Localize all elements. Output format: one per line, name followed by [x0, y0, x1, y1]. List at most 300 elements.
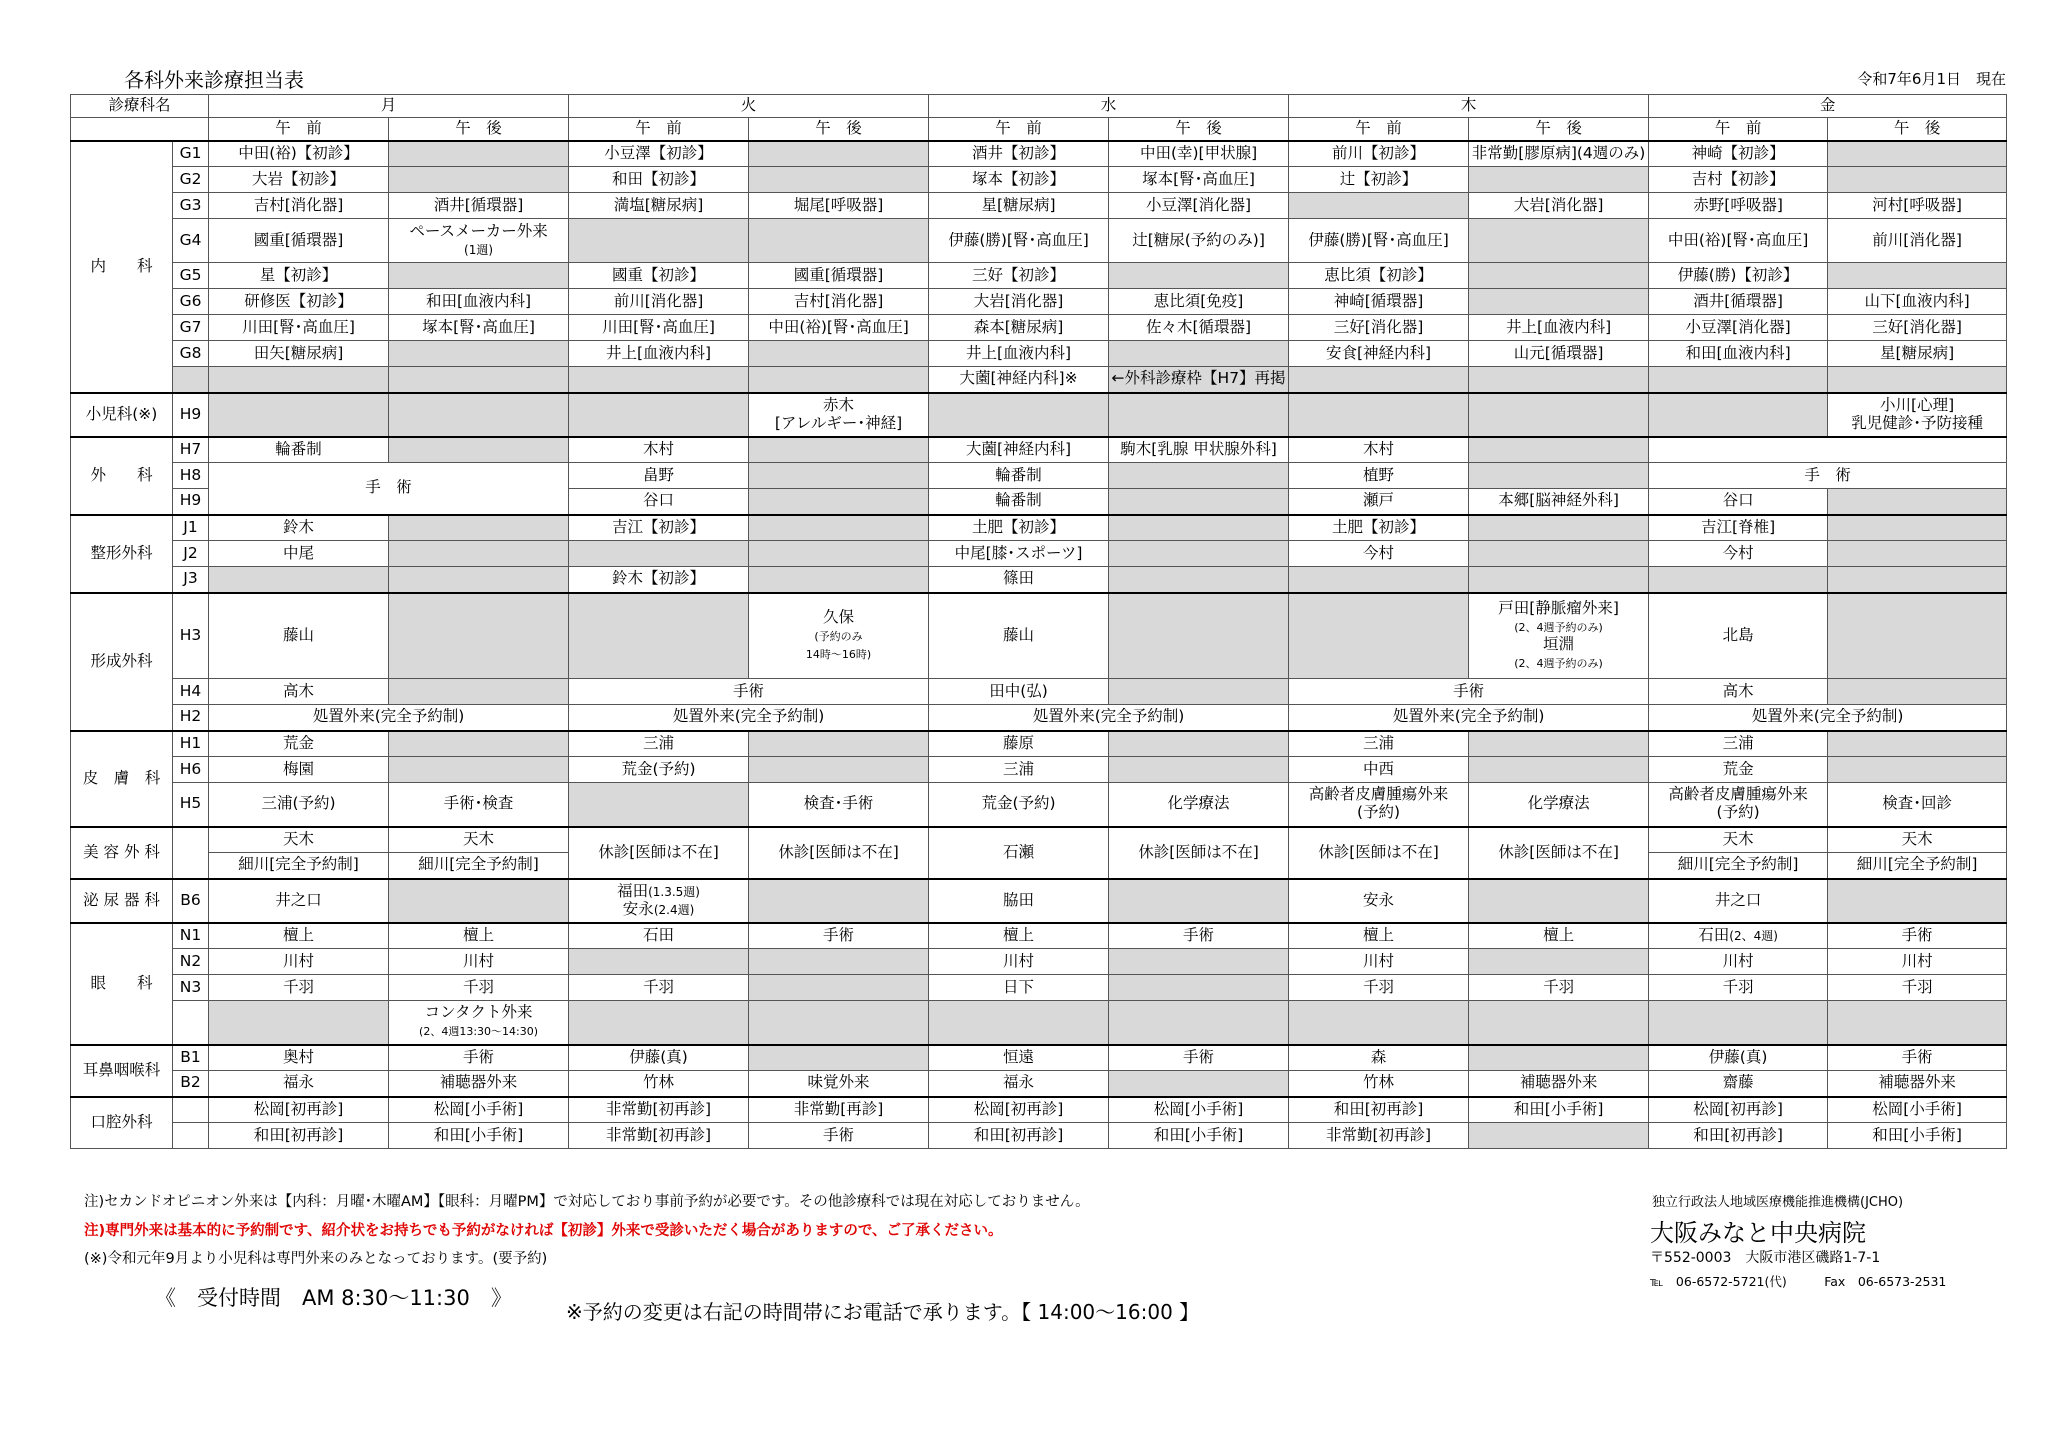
schedule-cell: 和田[小手術]: [1469, 1097, 1649, 1123]
cell-text: 赤木: [823, 395, 855, 414]
schedule-cell: [749, 219, 929, 263]
dept-name: 泌 尿 器 科: [71, 879, 173, 923]
schedule-cell: [569, 949, 749, 975]
schedule-cell: [749, 367, 929, 393]
schedule-cell: [1109, 515, 1289, 541]
schedule-cell: [1828, 515, 2007, 541]
schedule-cell: [1828, 731, 2007, 757]
schedule-cell: 三浦(予約): [209, 783, 389, 827]
schedule-cell: 福永: [929, 1071, 1109, 1097]
day-header: 月: [209, 95, 569, 118]
schedule-cell: 辻[糖尿(予約のみ)]: [1109, 219, 1289, 263]
schedule-cell: 川村: [1289, 949, 1469, 975]
schedule-cell: [749, 393, 929, 437]
schedule-cell: 檀上: [1289, 923, 1469, 949]
schedule-cell: 処置外来(完全予約制): [209, 705, 569, 731]
cell-text: (1.3.5週): [648, 884, 700, 899]
schedule-cell: 荒金(予約): [569, 757, 749, 783]
cell-text: [アレルギー･神経]: [774, 413, 903, 432]
effective-date: 令和7年6月1日 現在: [1857, 70, 2006, 88]
schedule-cell: 和田[血液内科]: [389, 289, 569, 315]
schedule-cell: 小豆澤【初診】: [569, 141, 749, 167]
am-header: 午 前: [1649, 118, 1828, 141]
schedule-cell: [1109, 949, 1289, 975]
schedule-cell: 処置外来(完全予約制): [1289, 705, 1649, 731]
schedule-cell: 非常勤[初再診]: [569, 1123, 749, 1149]
row-code: H7: [173, 437, 209, 463]
schedule-cell: 和田[初再診]: [209, 1123, 389, 1149]
schedule-cell: 満塩[糖尿病]: [569, 193, 749, 219]
row-code: G7: [173, 315, 209, 341]
schedule-cell: 松岡[初再診]: [929, 1097, 1109, 1123]
schedule-cell: [749, 515, 929, 541]
row-code: H3: [173, 593, 209, 679]
table-row: [71, 757, 2007, 783]
schedule-cell: [749, 141, 929, 167]
schedule-cell: [389, 393, 569, 437]
row-code: G3: [173, 193, 209, 219]
schedule-cell: 國重【初診】: [569, 263, 749, 289]
schedule-cell: 神崎【初診】: [1649, 141, 1828, 167]
schedule-cell: 手術: [749, 923, 929, 949]
cell-text: (2、4週): [1729, 928, 1778, 943]
schedule-cell: 小豆澤[消化器]: [1109, 193, 1289, 219]
schedule-cell: [1109, 757, 1289, 783]
schedule-cell: [1469, 1123, 1649, 1149]
schedule-cell: 脇田: [929, 879, 1109, 923]
schedule-cell: 谷口: [569, 489, 749, 515]
cell-text: 垣淵: [1543, 634, 1575, 653]
schedule-cell: 鈴木: [209, 515, 389, 541]
schedule-cell: 三浦: [929, 757, 1109, 783]
row-code: G2: [173, 167, 209, 193]
hospital-name: 大阪みなと中央病院: [1650, 1219, 1866, 1247]
schedule-cell: 井之口: [1649, 879, 1828, 923]
schedule-cell: 休診[医師は不在]: [749, 827, 929, 879]
table-row: [71, 783, 2007, 827]
cell-text: (2、4週予約のみ): [1514, 656, 1603, 670]
cell-text: 安永: [622, 899, 654, 918]
schedule-cell: 手術: [749, 1123, 929, 1149]
table-row: [71, 949, 2007, 975]
table-row: [71, 1097, 2007, 1123]
schedule-cell: [389, 679, 569, 705]
schedule-cell: [569, 367, 749, 393]
dept-name: 外 科: [71, 437, 173, 515]
table-row: [71, 1001, 2007, 1045]
schedule-cell: 前川[消化器]: [1828, 219, 2007, 263]
dept-name: 内 科: [71, 141, 173, 393]
dept-name: 耳鼻咽喉科: [71, 1045, 173, 1097]
schedule-cell: [569, 1001, 749, 1045]
schedule-cell: [749, 949, 929, 975]
schedule-cell: 川村: [929, 949, 1109, 975]
schedule-cell: [1289, 367, 1469, 393]
schedule-cell: 井上[血液内科]: [569, 341, 749, 367]
schedule-cell: 安食[神経内科]: [1289, 341, 1469, 367]
schedule-cell: 田矢[糖尿病]: [209, 341, 389, 367]
schedule-cell: [1649, 437, 2007, 463]
day-header: 金: [1649, 95, 2007, 118]
schedule-cell: [1289, 193, 1469, 219]
schedule-cell: 荒金(予約): [929, 783, 1109, 827]
schedule-cell: 北島: [1649, 593, 1828, 679]
schedule-cell: 塚本[腎･高血圧]: [1109, 167, 1289, 193]
schedule-cell: 補聴器外来: [389, 1071, 569, 1097]
schedule-cell: 吉江[脊椎]: [1649, 515, 1828, 541]
schedule-cell: [929, 1001, 1109, 1045]
schedule-cell: 今村: [1649, 541, 1828, 567]
table-row: [71, 367, 2007, 393]
dept-name: 整形外科: [71, 515, 173, 593]
schedule-cell: 畠野: [569, 463, 749, 489]
schedule-cell: [1469, 289, 1649, 315]
schedule-cell: [1828, 541, 2007, 567]
schedule-cell: 檀上: [389, 923, 569, 949]
schedule-cell: 中西: [1289, 757, 1469, 783]
cell-text: 高齢者皮膚腫瘍外来: [1668, 785, 1808, 804]
schedule-cell: 梅園: [209, 757, 389, 783]
schedule-cell: [1828, 757, 2007, 783]
schedule-cell: [389, 341, 569, 367]
schedule-cell: 前川【初診】: [1289, 141, 1469, 167]
schedule-cell: 藤原: [929, 731, 1109, 757]
schedule-cell: [749, 879, 929, 923]
schedule-cell: [569, 593, 749, 679]
schedule-cell: 國重[循環器]: [209, 219, 389, 263]
cell-text: 乳児健診･予防接種: [1851, 413, 1983, 432]
schedule-cell: 中尾[膝･スポーツ]: [929, 541, 1109, 567]
schedule-cell: 非常勤[再診]: [749, 1097, 929, 1123]
cell-text: (予約のみ: [814, 629, 863, 643]
surgery-cell: 手 術: [1649, 463, 2007, 489]
schedule-cell: 非常勤[初再診]: [1289, 1123, 1469, 1149]
cell-text: 高齢者皮膚腫瘍外来: [1308, 785, 1449, 804]
schedule-cell: 三浦: [1649, 731, 1828, 757]
schedule-table: [70, 94, 2007, 1149]
schedule-cell: [389, 219, 569, 263]
row-code: G8: [173, 341, 209, 367]
schedule-cell: 非常勤[初再診]: [569, 1097, 749, 1123]
schedule-cell: [389, 731, 569, 757]
table-row: [71, 315, 2007, 341]
schedule-cell: 三浦: [1289, 731, 1469, 757]
schedule-cell: 天木: [209, 827, 389, 853]
row-code: G6: [173, 289, 209, 315]
am-header: 午 前: [1289, 118, 1469, 141]
schedule-cell: [929, 393, 1109, 437]
schedule-cell: 川村: [1828, 949, 2007, 975]
schedule-cell: 荒金: [209, 731, 389, 757]
dept-header: 診療科名: [71, 95, 209, 118]
table-row: [71, 393, 2007, 437]
schedule-cell: 千羽: [209, 975, 389, 1001]
schedule-cell: 伊藤(真): [569, 1045, 749, 1071]
table-row: [71, 437, 2007, 463]
schedule-cell: 檀上: [209, 923, 389, 949]
schedule-cell: 細川[完全予約制]: [1649, 853, 1828, 879]
schedule-cell: 土肥【初診】: [929, 515, 1109, 541]
schedule-cell: [1109, 731, 1289, 757]
pm-header: 午 後: [1828, 118, 2007, 141]
schedule-cell: 手術: [389, 1045, 569, 1071]
schedule-cell: 松岡[初再診]: [209, 1097, 389, 1123]
schedule-cell: 高木: [1649, 679, 1828, 705]
schedule-cell: 和田【初診】: [569, 167, 749, 193]
schedule-cell: [389, 593, 569, 679]
schedule-cell: 恵比須[免疫]: [1109, 289, 1289, 315]
schedule-cell: [389, 367, 569, 393]
schedule-cell: [389, 167, 569, 193]
schedule-cell: 塚本[腎･高血圧]: [389, 315, 569, 341]
schedule-cell: 奥村: [209, 1045, 389, 1071]
schedule-cell: [749, 437, 929, 463]
schedule-cell: [1469, 219, 1649, 263]
day-header: 水: [929, 95, 1289, 118]
schedule-cell: [1828, 393, 2007, 437]
schedule-cell: 千羽: [389, 975, 569, 1001]
cell-text: (2.4週): [653, 902, 695, 917]
schedule-cell: 今村: [1289, 541, 1469, 567]
row-code: H8: [173, 463, 209, 489]
day-header: 火: [569, 95, 929, 118]
schedule-cell: 化学療法: [1109, 783, 1289, 827]
row-code: G4: [173, 219, 209, 263]
schedule-cell: [1109, 879, 1289, 923]
am-header: 午 前: [209, 118, 389, 141]
schedule-cell: [1828, 167, 2007, 193]
schedule-cell: 手術･検査: [389, 783, 569, 827]
dept-name: 口腔外科: [71, 1097, 173, 1149]
schedule-cell: [749, 489, 929, 515]
row-code: H1: [173, 731, 209, 757]
schedule-cell: [1828, 141, 2007, 167]
schedule-cell: 千羽: [569, 975, 749, 1001]
schedule-cell: [1469, 757, 1649, 783]
surgery-cell: 手 術: [209, 463, 569, 515]
table-row: [71, 219, 2007, 263]
schedule-cell: [1649, 1001, 1828, 1045]
table-row: [71, 679, 2007, 705]
schedule-cell: [1828, 1001, 2007, 1045]
schedule-cell: [749, 593, 929, 679]
schedule-cell: [1469, 731, 1649, 757]
schedule-cell: 神崎[循環器]: [1289, 289, 1469, 315]
cell-text: 石田: [1698, 925, 1730, 944]
schedule-cell: 星[糖尿病]: [929, 193, 1109, 219]
schedule-cell: 手術: [569, 679, 929, 705]
schedule-cell: 手術: [1828, 1045, 2007, 1071]
row-code: N3: [173, 975, 209, 1001]
schedule-cell: 土肥【初診】: [1289, 515, 1469, 541]
cell-text: (2、4週予約のみ): [1514, 620, 1603, 634]
schedule-cell: [389, 879, 569, 923]
schedule-cell: [1828, 263, 2007, 289]
schedule-cell: 酒井[循環器]: [1649, 289, 1828, 315]
schedule-cell: 千羽: [1289, 975, 1469, 1001]
schedule-cell: [1828, 679, 2007, 705]
schedule-cell: 本郷[脳神経外科]: [1469, 489, 1649, 515]
schedule-cell: [1649, 923, 1828, 949]
schedule-cell: 味覚外来: [749, 1071, 929, 1097]
table-row: [71, 1071, 2007, 1097]
table-row: [71, 705, 2007, 731]
schedule-cell: 千羽: [1828, 975, 2007, 1001]
schedule-cell: 天木: [1828, 827, 2007, 853]
schedule-cell: 川村: [1649, 949, 1828, 975]
table-row: [71, 263, 2007, 289]
schedule-cell: 川田[腎･高血圧]: [569, 315, 749, 341]
schedule-cell: 瀬戸: [1289, 489, 1469, 515]
schedule-cell: 休診[医師は不在]: [1289, 827, 1469, 879]
cell-text: 14時～16時): [805, 647, 872, 661]
row-code: J1: [173, 515, 209, 541]
schedule-cell: 研修医【初診】: [209, 289, 389, 315]
schedule-cell: [1828, 593, 2007, 679]
schedule-cell: [1469, 1045, 1649, 1071]
schedule-cell: 恵比須【初診】: [1289, 263, 1469, 289]
row-code: N2: [173, 949, 209, 975]
schedule-cell: 検査･手術: [749, 783, 929, 827]
schedule-cell: 非常勤[膠原病](4週のみ): [1469, 141, 1649, 167]
schedule-cell: 伊藤(勝)[腎･高血圧]: [1289, 219, 1469, 263]
table-row: [71, 593, 2007, 679]
schedule-cell: 休診[医師は不在]: [1109, 827, 1289, 879]
schedule-cell: [1289, 393, 1469, 437]
schedule-cell: [1469, 393, 1649, 437]
schedule-cell: [389, 141, 569, 167]
schedule-cell: [1469, 949, 1649, 975]
schedule-cell: 恒遠: [929, 1045, 1109, 1071]
schedule-cell: 森本[糖尿病]: [929, 315, 1109, 341]
schedule-cell: [389, 541, 569, 567]
table-row: [71, 341, 2007, 367]
schedule-cell: 検査･回診: [1828, 783, 2007, 827]
table-row: [71, 1045, 2007, 1071]
schedule-cell: 吉村[消化器]: [209, 193, 389, 219]
schedule-cell: 大薗[神経内科]※: [929, 367, 1109, 393]
schedule-cell: 和田[小手術]: [1109, 1123, 1289, 1149]
note-second-opinion: 注)セカンドオピニオン外来は【内科：月曜･木曜AM】【眼科：月曜PM】で対応しており事前予約が必要です。その他診療科では現在対応しておりません。: [84, 1194, 1090, 1210]
schedule-cell: 井上[血液内科]: [929, 341, 1109, 367]
reception-hours: 《 受付時間 AM 8:30～11:30 》: [155, 1286, 512, 1310]
schedule-cell: 天木: [1649, 827, 1828, 853]
table-row: [71, 879, 2007, 923]
row-code: B1: [173, 1045, 209, 1071]
schedule-cell: [209, 367, 389, 393]
dept-name: 美 容 外 科: [71, 827, 173, 879]
schedule-cell: 藤山: [929, 593, 1109, 679]
schedule-cell: 川村: [389, 949, 569, 975]
schedule-cell: [1649, 567, 1828, 593]
schedule-cell: 日下: [929, 975, 1109, 1001]
dept-name: 形成外科: [71, 593, 173, 731]
cell-text: (予約): [1357, 803, 1401, 822]
schedule-cell: 檀上: [1469, 923, 1649, 949]
schedule-cell: 吉村【初診】: [1649, 167, 1828, 193]
schedule-cell: 輪番制: [209, 437, 389, 463]
row-code: [173, 1097, 209, 1123]
schedule-cell: 処置外来(完全予約制): [569, 705, 929, 731]
am-header: 午 前: [569, 118, 749, 141]
row-code: H4: [173, 679, 209, 705]
row-code: [173, 1123, 209, 1149]
schedule-cell: [1469, 167, 1649, 193]
schedule-cell: 赤野[呼吸器]: [1649, 193, 1828, 219]
schedule-cell: 星[糖尿病]: [1828, 341, 2007, 367]
schedule-cell: 和田[初再診]: [1289, 1097, 1469, 1123]
pm-header: 午 後: [749, 118, 929, 141]
schedule-cell: 中田(裕)[腎･高血圧]: [749, 315, 929, 341]
schedule-cell: 山元[循環器]: [1469, 341, 1649, 367]
schedule-cell: [1469, 593, 1649, 679]
row-code: N1: [173, 923, 209, 949]
schedule-cell: [749, 757, 929, 783]
page-title: 各科外来診療担当表: [124, 68, 304, 92]
row-code: H2: [173, 705, 209, 731]
schedule-cell: 川村: [209, 949, 389, 975]
schedule-cell: [389, 757, 569, 783]
schedule-cell: 篠田: [929, 567, 1109, 593]
schedule-cell: 國重[循環器]: [749, 263, 929, 289]
row-code: J2: [173, 541, 209, 567]
schedule-cell: [1649, 367, 1828, 393]
schedule-cell: 補聴器外来: [1828, 1071, 2007, 1097]
schedule-cell: 竹林: [1289, 1071, 1469, 1097]
schedule-cell: 吉江【初診】: [569, 515, 749, 541]
schedule-cell: 井上[血液内科]: [1469, 315, 1649, 341]
schedule-cell: 佐々木[循環器]: [1109, 315, 1289, 341]
row-code: [173, 367, 209, 393]
schedule-cell: 中田(裕)【初診】: [209, 141, 389, 167]
schedule-cell: 齋藤: [1649, 1071, 1828, 1097]
schedule-cell: [389, 263, 569, 289]
schedule-cell: [1469, 541, 1649, 567]
schedule-cell: 小豆澤[消化器]: [1649, 315, 1828, 341]
schedule-cell: 処置外来(完全予約制): [929, 705, 1289, 731]
schedule-cell: [1469, 263, 1649, 289]
schedule-cell: 中尾: [209, 541, 389, 567]
schedule-cell: 和田[血液内科]: [1649, 341, 1828, 367]
row-code: B2: [173, 1071, 209, 1097]
schedule-cell: 和田[小手術]: [1828, 1123, 2007, 1149]
schedule-cell: 井之口: [209, 879, 389, 923]
schedule-cell: 松岡[小手術]: [1828, 1097, 2007, 1123]
schedule-cell: 細川[完全予約制]: [209, 853, 389, 879]
schedule-cell: 三好【初診】: [929, 263, 1109, 289]
note-pediatrics: (※)令和元年9月より小児科は専門外来のみとなっております。(要予約): [84, 1251, 548, 1267]
table-row: [71, 541, 2007, 567]
schedule-cell: [1469, 515, 1649, 541]
table-row: [71, 975, 2007, 1001]
schedule-cell: 休診[医師は不在]: [1469, 827, 1649, 879]
schedule-cell: [1828, 367, 2007, 393]
schedule-cell: [1109, 567, 1289, 593]
schedule-cell: [389, 515, 569, 541]
cell-text: 小川[心理]: [1880, 395, 1955, 414]
schedule-cell: [1828, 567, 2007, 593]
pm-header: 午 後: [1469, 118, 1649, 141]
schedule-cell: [1469, 567, 1649, 593]
table-row: [71, 731, 2007, 757]
schedule-cell: 補聴器外来: [1469, 1071, 1649, 1097]
schedule-cell: 伊藤(勝)【初診】: [1649, 263, 1828, 289]
schedule-cell: 中田(幸)[甲状腺]: [1109, 141, 1289, 167]
schedule-cell: 森: [1289, 1045, 1469, 1071]
hospital-phone: ℡ 06-6572-5721(代) Fax 06-6573-2531: [1650, 1274, 1947, 1289]
schedule-cell: [1109, 489, 1289, 515]
schedule-cell: [1109, 679, 1289, 705]
